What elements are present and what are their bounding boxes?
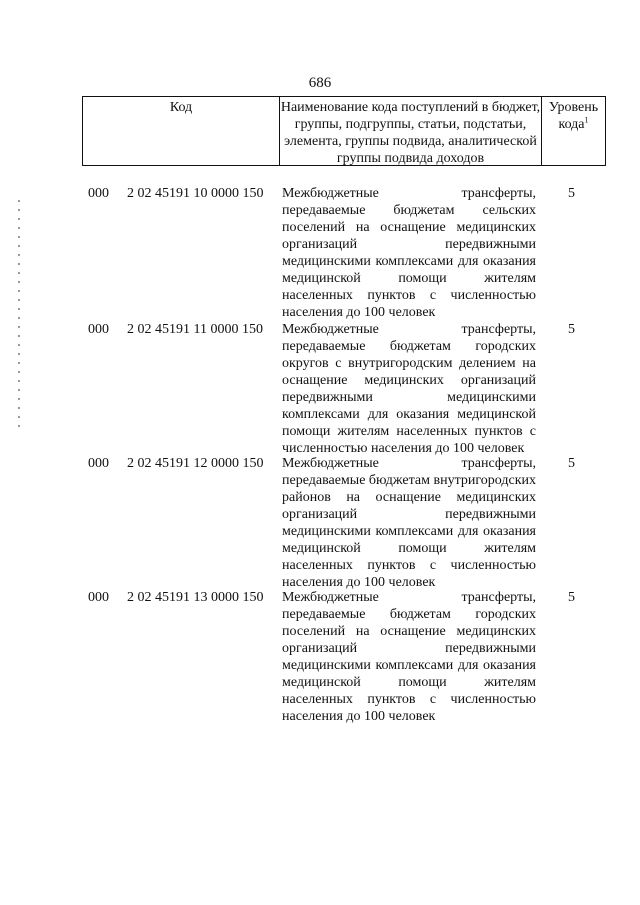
code-level: 5 [568, 322, 575, 337]
header-name [280, 97, 542, 165]
code-level: 5 [568, 590, 575, 605]
revenue-code: 2 02 45191 12 0000 150 [127, 456, 264, 471]
admin-code: 000 [88, 456, 109, 471]
footnote-marker: 1 [584, 115, 589, 125]
admin-code: 000 [88, 322, 109, 337]
revenue-description: Межбюджетные трансферты, передаваемые бюджетам городских поселений на оснащение медицинских организаций передвижными медицинскими комплексами для оказания медицинской помощи жителям населенных пунктов с численностью населения до 100 человек [282, 590, 536, 724]
page-number: 686 [308, 75, 332, 91]
header-code [83, 97, 280, 165]
header-level [542, 97, 605, 165]
scan-margin-dots [18, 200, 20, 430]
admin-code: 000 [88, 590, 109, 605]
code-level: 5 [568, 456, 575, 471]
header-level-label: Уровень кода [548, 100, 599, 132]
code-level: 5 [568, 186, 575, 201]
header-code-label: Код [169, 100, 193, 115]
revenue-code: 2 02 45191 10 0000 150 [127, 186, 264, 201]
revenue-description: Межбюджетные трансферты, передаваемые бюджетам внутригородских районов на оснащение медицинских организаций передвижными медицинскими комплексами для оказания медицинской помощи жителям населенных пунктов с численностью населения до 100 человек [282, 456, 536, 590]
revenue-description: Межбюджетные трансферты, передаваемые бюджетам городских округов с внутригородским делением на оснащение медицинских организаций передвижными медицинскими комплексами для оказания медицинской помощи жителям населенных пунктов с численностью населения до 100 человек [282, 322, 536, 456]
table-header [82, 96, 606, 166]
revenue-code: 2 02 45191 11 0000 150 [127, 322, 263, 337]
header-name-label: Наименование кода поступлений в бюджет, группы, подгруппы, статьи, подстатьи, элемента, группы подвида, аналитической группы подвида доходов [280, 100, 541, 166]
revenue-description: Межбюджетные трансферты, передаваемые бюджетам сельских поселений на оснащение медицинских организаций передвижными медицинскими комплексами для оказания медицинской помощи жителям населенных пунктов с численностью населения до 100 человек [282, 186, 536, 320]
admin-code: 000 [88, 186, 109, 201]
revenue-code: 2 02 45191 13 0000 150 [127, 590, 264, 605]
